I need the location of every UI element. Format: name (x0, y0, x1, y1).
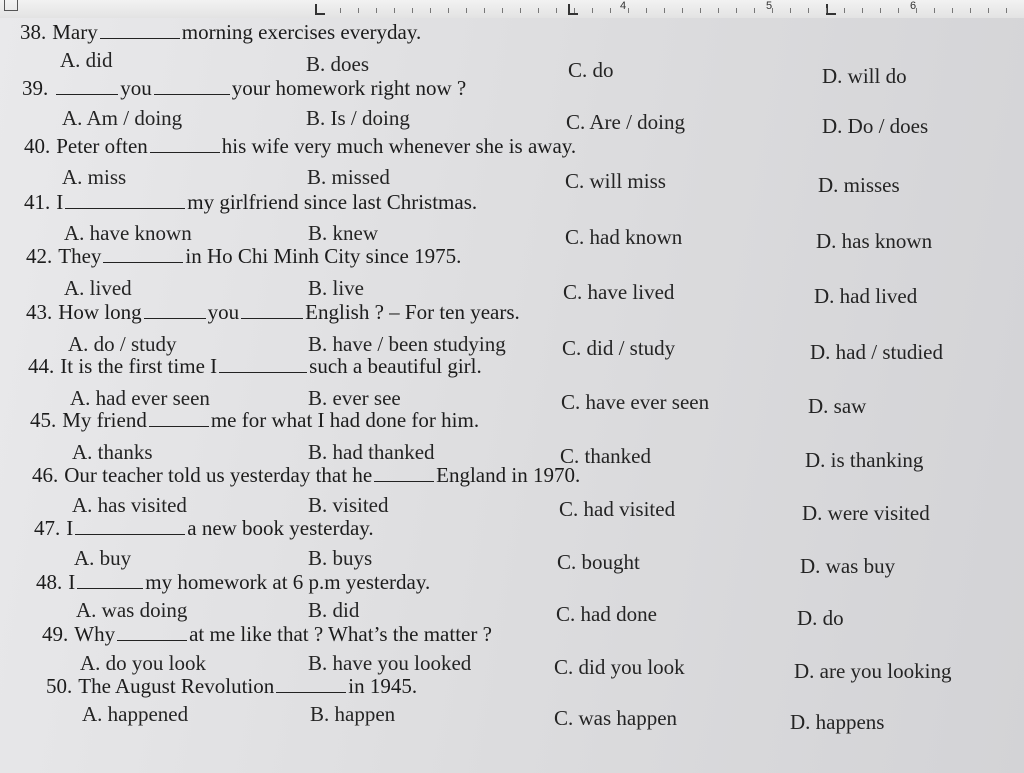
answer-option-c: C. do (568, 58, 614, 82)
ruler-number: 6 (910, 0, 917, 12)
question-number: 49. (42, 622, 69, 646)
question-text (36, 570, 430, 594)
answer-blank (75, 516, 185, 535)
ruler-tick (664, 8, 665, 13)
question-part: How long (58, 300, 142, 324)
tab-stop-icon (568, 4, 578, 15)
answer-blank (117, 622, 187, 641)
answer-option-c: C. was happen (554, 706, 678, 730)
answer-option-b: B. does (306, 52, 369, 76)
ruler-tick (898, 8, 899, 13)
question-number: 41. (24, 190, 51, 214)
ruler-tick (934, 8, 935, 13)
ruler-tick (430, 8, 431, 13)
question-text (24, 134, 576, 158)
question-number: 46. (32, 463, 59, 487)
question-part: my homework at 6 p.m yesterday. (145, 570, 431, 594)
question-part: in Ho Chi Minh City since 1975. (185, 244, 462, 268)
answer-option-c: C. thanked (560, 444, 651, 468)
answer-option-c: C. will miss (565, 169, 666, 193)
question-number: 44. (28, 354, 55, 378)
question-part: his wife very much whenever she is away. (221, 134, 577, 158)
answer-option-d: D. misses (818, 173, 900, 197)
question-part: My friend (62, 408, 147, 432)
answer-option-b: B. happen (310, 702, 396, 726)
question-number: 42. (26, 244, 53, 268)
question-part: England in 1970. (436, 463, 581, 487)
question-text (26, 244, 461, 268)
question-text (32, 463, 580, 487)
ruler-tick (880, 8, 881, 13)
ruler-number: 5 (766, 0, 773, 12)
question-text (20, 20, 421, 44)
answer-option-d: D. happens (790, 710, 885, 734)
answer-blank (144, 300, 206, 319)
question-part: The August Revolution (78, 674, 275, 698)
question-part: Peter often (56, 134, 148, 158)
answer-option-a: A. was doing (76, 598, 188, 622)
question-part: such a beautiful girl. (309, 354, 482, 378)
ruler-tick (844, 8, 845, 13)
question-number: 50. (46, 674, 73, 698)
answer-option-d: D. were visited (802, 501, 930, 525)
document-page (0, 18, 1024, 773)
answer-option-a: A. have known (64, 221, 192, 245)
question-part: It is the first time I (60, 354, 218, 378)
answer-option-b: B. visited (308, 493, 389, 517)
question-text (30, 408, 479, 432)
ruler-tick (1006, 8, 1007, 13)
question-part: English ? – For ten years. (305, 300, 520, 324)
answer-option-b: B. have you looked (308, 651, 472, 675)
answer-option-a: A. happened (82, 702, 189, 726)
ruler-tick (808, 8, 809, 13)
ruler-tick (970, 8, 971, 13)
ruler-tick (520, 8, 521, 13)
ruler-tick (790, 8, 791, 13)
question-part: Our teacher told us yesterday that he (64, 463, 373, 487)
question-part: Why (74, 622, 116, 646)
ruler-tick (610, 8, 611, 13)
answer-blank (374, 463, 434, 482)
ruler-tick (484, 8, 485, 13)
answer-option-d: D. had lived (814, 284, 918, 308)
question-text (24, 190, 477, 214)
question-part: I (68, 570, 76, 594)
question-number: 40. (24, 134, 51, 158)
answer-option-a: A. do you look (80, 651, 206, 675)
answer-option-d: D. do (797, 606, 844, 630)
answer-option-c: C. have lived (563, 280, 675, 304)
ruler-tick (376, 8, 377, 13)
ruler (0, 0, 1024, 19)
answer-option-c: C. bought (557, 550, 640, 574)
answer-option-b: B. live (308, 276, 364, 300)
question-number: 39. (22, 76, 49, 100)
question-part: a new book yesterday. (187, 516, 374, 540)
question-part: my girlfriend since last Christmas. (187, 190, 478, 214)
answer-option-c: C. had visited (559, 497, 676, 521)
ruler-tick (502, 8, 503, 13)
question-part: you (207, 300, 240, 324)
answer-option-b: B. knew (308, 221, 378, 245)
answer-option-a: A. do / study (68, 332, 177, 356)
ruler-tick (466, 8, 467, 13)
answer-option-c: C. Are / doing (566, 110, 685, 134)
ruler-tick (826, 8, 827, 13)
question-number: 47. (34, 516, 61, 540)
answer-blank (150, 134, 220, 153)
answer-option-c: C. did you look (554, 655, 685, 679)
answer-blank (77, 570, 143, 589)
answer-option-d: D. had / studied (810, 340, 943, 364)
answer-blank (149, 408, 209, 427)
ruler-tick (682, 8, 683, 13)
ruler-tick (556, 8, 557, 13)
ruler-tick (988, 8, 989, 13)
answer-option-a: A. had ever seen (70, 386, 210, 410)
answer-blank (56, 76, 118, 95)
answer-option-d: D. will do (822, 64, 907, 88)
question-text (42, 622, 492, 646)
answer-option-c: C. did / study (562, 336, 676, 360)
question-number: 38. (20, 20, 47, 44)
ruler-tick (646, 8, 647, 13)
answer-option-a: A. buy (74, 546, 132, 570)
answer-blank (241, 300, 303, 319)
answer-blank (103, 244, 183, 263)
ruler-tick (754, 8, 755, 13)
ruler-tick (700, 8, 701, 13)
ruler-tick (574, 8, 575, 13)
answer-option-d: D. is thanking (805, 448, 924, 472)
answer-option-b: B. had thanked (308, 440, 435, 464)
question-text (28, 354, 482, 378)
answer-option-a: A. did (60, 48, 113, 72)
question-part: in 1945. (348, 674, 418, 698)
question-number: 45. (30, 408, 57, 432)
ruler-tick (448, 8, 449, 13)
ruler-tick (772, 8, 773, 13)
answer-option-b: B. Is / doing (306, 106, 410, 130)
ruler-tick (538, 8, 539, 13)
answer-option-d: D. are you looking (794, 659, 952, 683)
question-part: me for what I had done for him. (210, 408, 480, 432)
answer-blank (100, 20, 180, 39)
question-part: I (56, 190, 64, 214)
answer-option-b: B. ever see (308, 386, 401, 410)
ruler-tick (358, 8, 359, 13)
answer-option-d: D. has known (816, 229, 933, 253)
question-part: They (58, 244, 102, 268)
question-part: I (66, 516, 74, 540)
tab-stop-icon (315, 4, 325, 15)
margin-icon (4, 0, 18, 11)
question-part: you (120, 76, 152, 100)
answer-option-d: D. saw (808, 394, 867, 418)
question-part: morning exercises everyday. (181, 20, 422, 44)
question-part: Mary (52, 20, 98, 44)
answer-option-b: B. have / been studying (308, 332, 506, 356)
ruler-tick (862, 8, 863, 13)
answer-option-a: A. miss (62, 165, 127, 189)
ruler-tick (736, 8, 737, 13)
answer-option-a: A. thanks (72, 440, 153, 464)
answer-option-c: C. have ever seen (561, 390, 710, 414)
answer-blank (154, 76, 230, 95)
answer-option-b: B. did (308, 598, 360, 622)
ruler-tick (718, 8, 719, 13)
question-text (26, 300, 520, 324)
answer-option-a: A. has visited (72, 493, 187, 517)
tab-stop-icon (826, 4, 836, 15)
ruler-tick (628, 8, 629, 13)
question-text (34, 516, 374, 540)
ruler-tick (952, 8, 953, 13)
question-part: your homework right now ? (231, 76, 467, 100)
answer-option-a: A. Am / doing (62, 106, 183, 130)
answer-option-d: D. was buy (800, 554, 896, 578)
ruler-tick (394, 8, 395, 13)
answer-option-a: A. lived (64, 276, 132, 300)
answer-blank (219, 354, 307, 373)
question-text (22, 76, 466, 100)
question-text (46, 674, 417, 698)
answer-option-b: B. buys (308, 546, 373, 570)
question-part: at me like that ? What’s the matter ? (189, 622, 492, 646)
ruler-tick (592, 8, 593, 13)
answer-option-d: D. Do / does (822, 114, 929, 138)
answer-option-c: C. had known (565, 225, 683, 249)
answer-option-c: C. had done (556, 602, 657, 626)
ruler-tick (340, 8, 341, 13)
answer-blank (276, 674, 346, 693)
question-number: 43. (26, 300, 53, 324)
answer-option-b: B. missed (307, 165, 390, 189)
ruler-tick (412, 8, 413, 13)
ruler-tick (916, 8, 917, 13)
question-number: 48. (36, 570, 63, 594)
ruler-number: 4 (620, 0, 627, 12)
answer-blank (65, 190, 185, 209)
